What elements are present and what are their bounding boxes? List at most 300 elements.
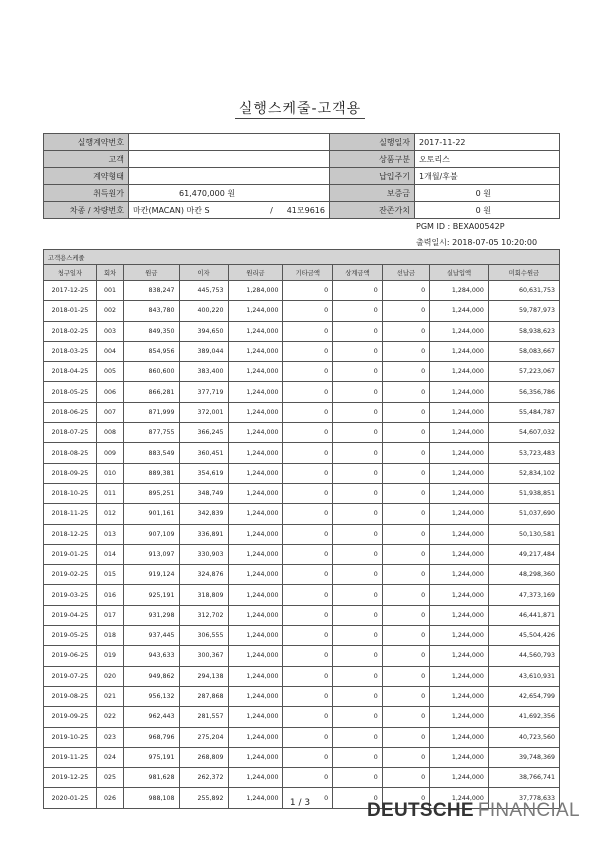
table-cell: 275,204 [179, 727, 228, 747]
table-cell: 0 [283, 301, 333, 321]
table-row [44, 524, 560, 544]
table-cell: 0 [283, 646, 333, 666]
page-number: 1 / 3 [289, 798, 311, 808]
table-cell: 1,244,000 [228, 504, 283, 524]
table-cell: 59,787,973 [488, 301, 559, 321]
contract-type-value [129, 168, 330, 185]
table-cell: 1,244,000 [228, 382, 283, 402]
table-cell: 2019-12-25 [44, 768, 97, 788]
table-cell: 0 [333, 544, 383, 564]
table-cell: 37,778,633 [488, 788, 559, 808]
table-cell: 400,220 [179, 301, 228, 321]
table-cell: 1,244,000 [430, 768, 489, 788]
table-cell: 962,443 [124, 707, 179, 727]
printed-at: 출력일시: 2018-07-05 10:20:00 [416, 238, 538, 247]
table-cell: 58,083,667 [488, 341, 559, 361]
table-cell: 1,244,000 [430, 402, 489, 422]
table-cell: 324,876 [179, 565, 228, 585]
table-cell: 866,281 [124, 382, 179, 402]
table-cell: 0 [333, 646, 383, 666]
table-cell: 0 [283, 362, 333, 382]
table-cell: 020 [96, 666, 123, 686]
exec-date-value: 2017-11-22 [415, 134, 560, 151]
table-cell: 389,044 [179, 341, 228, 361]
table-cell: 975,191 [124, 747, 179, 767]
table-cell: 1,244,000 [430, 463, 489, 483]
table-cell: 014 [96, 544, 123, 564]
table-cell: 017 [96, 605, 123, 625]
table-cell: 0 [333, 727, 383, 747]
table-cell: 51,938,851 [488, 483, 559, 503]
table-cell: 294,138 [179, 666, 228, 686]
vehicle-model: 마칸(MACAN) 마칸 S [133, 205, 210, 215]
table-cell: 0 [333, 686, 383, 706]
column-header: 원리금 [228, 265, 283, 281]
table-cell: 44,560,793 [488, 646, 559, 666]
table-row [44, 727, 560, 747]
table-row [44, 626, 560, 646]
table-cell: 018 [96, 626, 123, 646]
table-cell: 022 [96, 707, 123, 727]
table-cell: 0 [333, 443, 383, 463]
table-cell: 949,862 [124, 666, 179, 686]
table-cell: 0 [382, 423, 429, 443]
table-cell: 0 [333, 747, 383, 767]
table-cell: 0 [382, 524, 429, 544]
table-cell: 0 [382, 666, 429, 686]
vehicle-separator: / [270, 205, 273, 215]
plate-value: 41모9616 [277, 202, 330, 219]
table-cell: 006 [96, 382, 123, 402]
table-cell: 50,130,581 [488, 524, 559, 544]
residual-value: 0 원 [415, 202, 560, 219]
table-cell: 968,796 [124, 727, 179, 747]
table-cell: 0 [382, 281, 429, 301]
table-row [44, 544, 560, 564]
table-cell: 1,244,000 [430, 666, 489, 686]
table-cell: 2019-04-25 [44, 605, 97, 625]
logo-part1: DEUTSCHE [367, 800, 474, 821]
table-cell: 1,244,000 [430, 585, 489, 605]
table-cell: 1,244,000 [228, 524, 283, 544]
table-row [44, 382, 560, 402]
pay-cycle-value: 1개월/후불 [415, 168, 560, 185]
table-cell: 0 [382, 707, 429, 727]
residual-label: 잔존가치 [330, 202, 415, 219]
table-cell: 1,244,000 [228, 788, 283, 808]
table-cell: 2018-07-25 [44, 423, 97, 443]
table-cell: 0 [382, 788, 429, 808]
table-cell: 0 [283, 707, 333, 727]
column-header: 청구일자 [44, 265, 97, 281]
table-cell: 925,191 [124, 585, 179, 605]
table-cell: 1,244,000 [430, 524, 489, 544]
table-cell: 2018-08-25 [44, 443, 97, 463]
document-title: 실행스케줄-고객용 [0, 98, 600, 118]
table-cell: 0 [382, 402, 429, 422]
table-cell: 47,373,169 [488, 585, 559, 605]
table-cell: 0 [283, 504, 333, 524]
table-cell: 2018-03-25 [44, 341, 97, 361]
table-cell: 1,244,000 [228, 707, 283, 727]
table-cell: 2018-04-25 [44, 362, 97, 382]
table-cell: 1,244,000 [228, 646, 283, 666]
table-cell: 54,607,032 [488, 423, 559, 443]
column-header: 기타금액 [283, 265, 333, 281]
table-cell: 0 [333, 565, 383, 585]
table-row [44, 707, 560, 727]
table-cell: 0 [333, 483, 383, 503]
contract-no-label: 실행계약번호 [44, 134, 129, 151]
table-cell: 0 [382, 646, 429, 666]
table-cell: 0 [283, 281, 333, 301]
table-cell: 011 [96, 483, 123, 503]
column-header: 상계금액 [333, 265, 383, 281]
table-cell: 0 [382, 483, 429, 503]
table-cell: 0 [382, 747, 429, 767]
table-cell: 0 [333, 585, 383, 605]
table-row [44, 362, 560, 382]
table-cell: 1,244,000 [228, 565, 283, 585]
customer-value [129, 151, 330, 168]
table-cell: 0 [283, 605, 333, 625]
table-cell: 52,834,102 [488, 463, 559, 483]
table-cell: 1,284,000 [430, 281, 489, 301]
table-cell: 015 [96, 565, 123, 585]
table-cell: 025 [96, 768, 123, 788]
company-logo [367, 800, 580, 822]
table-cell: 1,244,000 [228, 463, 283, 483]
table-cell: 009 [96, 443, 123, 463]
table-cell: 60,631,753 [488, 281, 559, 301]
table-cell: 1,244,000 [430, 301, 489, 321]
table-row [44, 666, 560, 686]
table-cell: 2019-05-25 [44, 626, 97, 646]
vehicle-label: 차종 / 차량번호 [44, 202, 129, 219]
table-cell: 1,244,000 [228, 686, 283, 706]
table-cell: 0 [382, 382, 429, 402]
table-cell: 262,372 [179, 768, 228, 788]
table-cell: 43,610,931 [488, 666, 559, 686]
price-value: 61,470,000 원 [129, 185, 330, 202]
table-cell: 0 [283, 666, 333, 686]
table-cell: 0 [283, 585, 333, 605]
table-cell: 843,780 [124, 301, 179, 321]
table-cell: 1,244,000 [430, 362, 489, 382]
table-cell: 57,223,067 [488, 362, 559, 382]
pgm-id: PGM ID : BEXA00542P [416, 222, 505, 231]
table-cell: 2020-01-25 [44, 788, 97, 808]
table-cell: 021 [96, 686, 123, 706]
table-cell: 0 [333, 321, 383, 341]
table-cell: 931,298 [124, 605, 179, 625]
table-cell: 0 [333, 341, 383, 361]
table-cell: 1,244,000 [430, 382, 489, 402]
table-cell: 0 [382, 341, 429, 361]
table-cell: 002 [96, 301, 123, 321]
table-cell: 0 [333, 788, 383, 808]
table-cell: 1,244,000 [430, 747, 489, 767]
table-row [44, 504, 560, 524]
table-cell: 0 [382, 463, 429, 483]
table-cell: 0 [382, 626, 429, 646]
table-cell: 849,350 [124, 321, 179, 341]
table-cell: 0 [382, 565, 429, 585]
table-cell: 377,719 [179, 382, 228, 402]
table-cell: 1,244,000 [228, 423, 283, 443]
table-row [44, 423, 560, 443]
table-row [44, 605, 560, 625]
table-cell: 005 [96, 362, 123, 382]
table-cell: 0 [283, 341, 333, 361]
table-cell: 1,244,000 [430, 483, 489, 503]
contract-type-label: 계약형태 [44, 168, 129, 185]
table-cell: 38,766,741 [488, 768, 559, 788]
table-cell: 2019-10-25 [44, 727, 97, 747]
table-cell: 937,445 [124, 626, 179, 646]
table-cell: 0 [283, 483, 333, 503]
table-cell: 354,619 [179, 463, 228, 483]
table-cell: 1,244,000 [228, 768, 283, 788]
table-cell: 1,244,000 [430, 321, 489, 341]
table-cell: 2018-12-25 [44, 524, 97, 544]
table-cell: 1,244,000 [228, 362, 283, 382]
table-cell: 268,809 [179, 747, 228, 767]
table-cell: 0 [333, 463, 383, 483]
table-cell: 55,484,787 [488, 402, 559, 422]
table-cell: 1,244,000 [228, 483, 283, 503]
column-header: 미회수원금 [488, 265, 559, 281]
table-cell: 0 [283, 382, 333, 402]
table-cell: 51,037,690 [488, 504, 559, 524]
table-cell: 913,097 [124, 544, 179, 564]
product-type-value: 오토리스 [415, 151, 560, 168]
table-cell: 0 [333, 382, 383, 402]
table-cell: 394,650 [179, 321, 228, 341]
table-cell: 0 [333, 666, 383, 686]
vehicle-value [129, 202, 278, 219]
product-type-label: 상품구분 [330, 151, 415, 168]
table-cell: 004 [96, 341, 123, 361]
table-cell: 1,244,000 [228, 402, 283, 422]
exec-date-label: 실행일자 [330, 134, 415, 151]
table-cell: 901,161 [124, 504, 179, 524]
table-cell: 1,244,000 [228, 626, 283, 646]
table-cell: 2017-12-25 [44, 281, 97, 301]
table-cell: 0 [382, 544, 429, 564]
table-row [44, 301, 560, 321]
table-row [44, 585, 560, 605]
table-cell: 0 [333, 402, 383, 422]
table-cell: 372,001 [179, 402, 228, 422]
table-cell: 0 [333, 524, 383, 544]
table-cell: 2018-01-25 [44, 301, 97, 321]
table-cell: 0 [283, 524, 333, 544]
table-cell: 0 [283, 747, 333, 767]
table-cell: 889,381 [124, 463, 179, 483]
logo-part2: FINANCIAL [477, 800, 580, 821]
table-cell: 981,628 [124, 768, 179, 788]
table-cell: 0 [382, 301, 429, 321]
table-cell: 0 [382, 362, 429, 382]
table-cell: 287,868 [179, 686, 228, 706]
table-cell: 2019-08-25 [44, 686, 97, 706]
table-row [44, 341, 560, 361]
table-cell: 0 [283, 626, 333, 646]
table-row [44, 483, 560, 503]
table-cell: 348,749 [179, 483, 228, 503]
table-cell: 1,244,000 [228, 301, 283, 321]
table-cell: 0 [283, 788, 333, 808]
table-cell: 1,244,000 [228, 666, 283, 686]
table-cell: 0 [382, 768, 429, 788]
table-cell: 003 [96, 321, 123, 341]
table-cell: 306,555 [179, 626, 228, 646]
table-cell: 0 [333, 362, 383, 382]
table-cell: 1,244,000 [228, 544, 283, 564]
table-cell: 0 [283, 443, 333, 463]
table-cell: 318,809 [179, 585, 228, 605]
table-cell: 2019-11-25 [44, 747, 97, 767]
table-cell: 45,504,426 [488, 626, 559, 646]
table-cell: 907,109 [124, 524, 179, 544]
table-cell: 012 [96, 504, 123, 524]
table-row [44, 686, 560, 706]
table-cell: 1,244,000 [228, 605, 283, 625]
table-cell: 0 [382, 585, 429, 605]
table-cell: 0 [382, 727, 429, 747]
table-cell: 1,244,000 [430, 646, 489, 666]
table-cell: 48,298,360 [488, 565, 559, 585]
table-cell: 877,755 [124, 423, 179, 443]
table-cell: 1,244,000 [430, 565, 489, 585]
table-cell: 53,723,483 [488, 443, 559, 463]
table-cell: 023 [96, 727, 123, 747]
table-row [44, 321, 560, 341]
table-cell: 988,108 [124, 788, 179, 808]
table-cell: 2018-02-25 [44, 321, 97, 341]
table-cell: 0 [283, 565, 333, 585]
table-row [44, 281, 560, 301]
table-cell: 1,244,000 [430, 686, 489, 706]
table-cell: 0 [333, 626, 383, 646]
table-cell: 1,244,000 [430, 443, 489, 463]
table-row [44, 646, 560, 666]
table-cell: 013 [96, 524, 123, 544]
table-cell: 330,903 [179, 544, 228, 564]
table-row [44, 747, 560, 767]
table-cell: 895,251 [124, 483, 179, 503]
table-cell: 0 [283, 686, 333, 706]
table-cell: 0 [283, 727, 333, 747]
table-cell: 0 [333, 423, 383, 443]
table-cell: 0 [382, 443, 429, 463]
table-cell: 0 [283, 768, 333, 788]
table-cell: 024 [96, 747, 123, 767]
table-row [44, 463, 560, 483]
table-cell: 026 [96, 788, 123, 808]
table-cell: 008 [96, 423, 123, 443]
table-cell: 2018-05-25 [44, 382, 97, 402]
table-cell: 41,692,356 [488, 707, 559, 727]
deposit-label: 보증금 [330, 185, 415, 202]
table-cell: 001 [96, 281, 123, 301]
column-header: 원금 [124, 265, 179, 281]
table-cell: 312,702 [179, 605, 228, 625]
table-cell: 281,557 [179, 707, 228, 727]
column-header: 실납입액 [430, 265, 489, 281]
table-row [44, 402, 560, 422]
table-cell: 1,244,000 [228, 321, 283, 341]
table-cell: 383,400 [179, 362, 228, 382]
table-cell: 360,451 [179, 443, 228, 463]
column-header: 이자 [179, 265, 228, 281]
table-cell: 1,244,000 [430, 341, 489, 361]
table-cell: 2019-03-25 [44, 585, 97, 605]
contract-info-table [43, 133, 560, 219]
table-cell: 39,748,369 [488, 747, 559, 767]
table-cell: 0 [333, 605, 383, 625]
table-cell: 1,244,000 [430, 423, 489, 443]
table-cell: 1,244,000 [430, 707, 489, 727]
table-cell: 2019-06-25 [44, 646, 97, 666]
table-cell: 854,956 [124, 341, 179, 361]
table-cell: 1,244,000 [228, 341, 283, 361]
table-cell: 1,244,000 [228, 727, 283, 747]
table-cell: 336,891 [179, 524, 228, 544]
column-header: 회차 [96, 265, 123, 281]
table-row [44, 565, 560, 585]
table-cell: 1,284,000 [228, 281, 283, 301]
table-cell: 007 [96, 402, 123, 422]
table-cell: 2018-06-25 [44, 402, 97, 422]
table-cell: 883,549 [124, 443, 179, 463]
table-cell: 0 [382, 686, 429, 706]
table-cell: 300,367 [179, 646, 228, 666]
table-cell: 2018-11-25 [44, 504, 97, 524]
table-cell: 1,244,000 [228, 585, 283, 605]
table-cell: 0 [283, 402, 333, 422]
table-cell: 0 [382, 504, 429, 524]
pay-cycle-label: 납입주기 [330, 168, 415, 185]
table-cell: 0 [283, 321, 333, 341]
table-cell: 0 [333, 281, 383, 301]
table-cell: 56,356,786 [488, 382, 559, 402]
table-cell: 871,999 [124, 402, 179, 422]
table-cell: 838,247 [124, 281, 179, 301]
table-cell: 1,244,000 [430, 626, 489, 646]
table-cell: 445,753 [179, 281, 228, 301]
table-cell: 1,244,000 [228, 443, 283, 463]
table-cell: 1,244,000 [430, 544, 489, 564]
table-cell: 0 [283, 544, 333, 564]
table-cell: 2019-02-25 [44, 565, 97, 585]
table-cell: 366,245 [179, 423, 228, 443]
customer-label: 고객 [44, 151, 129, 168]
table-cell: 2019-07-25 [44, 666, 97, 686]
column-header: 선납금 [382, 265, 429, 281]
table-cell: 0 [283, 463, 333, 483]
contract-no-value [129, 134, 330, 151]
table-cell: 2019-09-25 [44, 707, 97, 727]
schedule-table [43, 249, 560, 809]
table-cell: 58,938,623 [488, 321, 559, 341]
table-cell: 0 [283, 423, 333, 443]
table-cell: 2018-10-25 [44, 483, 97, 503]
table-cell: 0 [382, 321, 429, 341]
table-row [44, 443, 560, 463]
table-cell: 255,892 [179, 788, 228, 808]
